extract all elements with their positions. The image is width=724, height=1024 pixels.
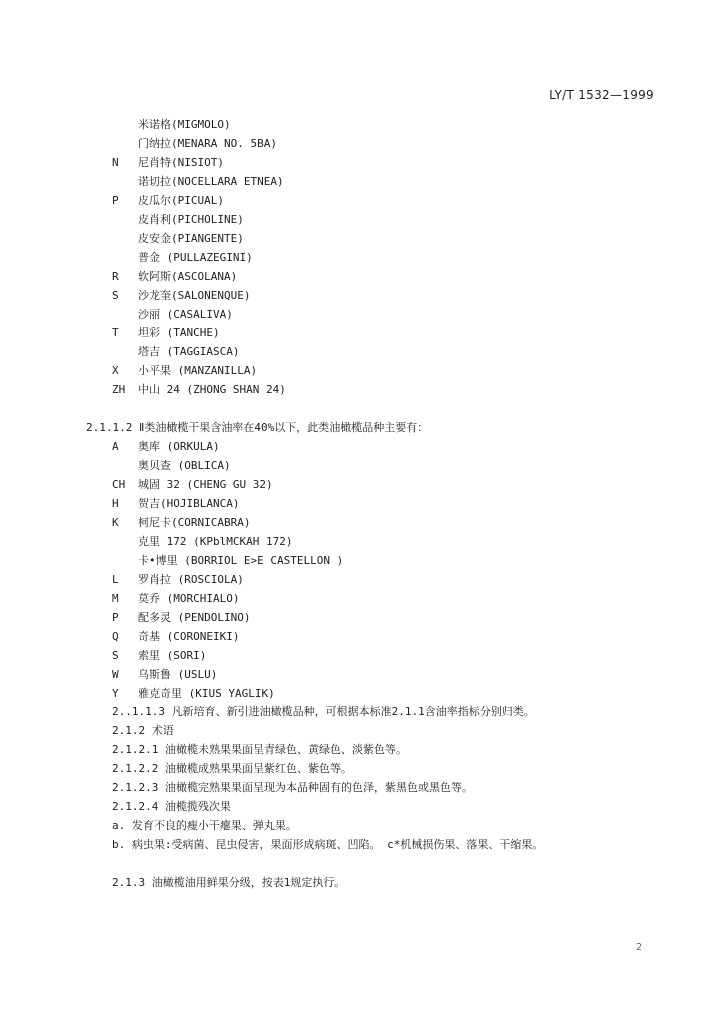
letter-index: K: [112, 515, 119, 529]
clause-line: 2.1.2.3 油橄榄完熟果果面呈现为本品种固有的色泽，紫黑色或黑色等。: [112, 781, 473, 795]
clause-line: 2.1.2.1 油橄榄未熟果果面呈青绿色、黄绿色、淡紫色等。: [112, 743, 407, 757]
letter-index: H: [112, 497, 119, 510]
clause-line: a. 发育不良的瘦小干瘪果、弹丸果。: [112, 819, 297, 833]
variety-entry: 莫乔 (MORCHIALO): [138, 591, 240, 605]
clause-line: 2.1.2.4 油榄揽残次果: [112, 800, 231, 814]
variety-entry: 卡•博里 (BORRIOL E>E CASTELLON ): [138, 553, 344, 567]
letter-index: Q: [112, 629, 119, 643]
letter-index: S: [112, 648, 119, 662]
variety-entry: 奥库 (ORKULA): [138, 440, 220, 454]
variety-entry: 皮安金(PIANGENTE): [138, 231, 244, 245]
variety-entry: 柯尼卡(CORNICABRA): [138, 515, 251, 529]
letter-index: P: [112, 193, 119, 207]
letter-index: W: [112, 667, 119, 681]
clause-line: 2.1.1.2 Ⅱ类油橄榄干果含油率在40%以下，此类油橄榄品种主要有：: [86, 421, 429, 435]
variety-entry: 尼肖特(NISIOT): [138, 155, 224, 169]
variety-entry: 小平果 (MANZANILLA): [138, 364, 258, 378]
variety-entry: 城固 32 (CHENG GU 32): [138, 478, 273, 492]
clause-line: 2..1.1.3 凡新培育、新引进油橄榄品种，可根据本标准2.1.1含油率指标分别归类。: [112, 705, 535, 719]
variety-entry: 沙龙奎(SALONENQUE): [138, 288, 251, 302]
variety-entry: 贺吉(HOJIBLANCA): [138, 497, 240, 510]
variety-entry: 坦彩 (TANCHE): [138, 326, 220, 340]
variety-entry: 中山 24 (ZHONG SHAN 24): [138, 383, 286, 397]
variety-entry: 皮瓜尔(PICUAL): [138, 193, 224, 207]
clause-line: 2.1.2.2 油橄榄成熟果果面呈紫红色、紫色等。: [112, 762, 352, 776]
letter-index: X: [112, 364, 119, 378]
variety-entry: 罗肖拉 (ROSCIOLA): [138, 572, 244, 586]
variety-entry: 配多灵 (PENDOLINO): [138, 610, 251, 624]
clause-line: 2.1.3 油橄榄油用鲜果分级，按表1规定执行。: [112, 876, 346, 889]
variety-entry: 普金 (PULLAZEGINI): [138, 250, 253, 264]
page-number: 2: [636, 942, 643, 953]
variety-entry: 乌斯鲁 (USLU): [138, 667, 218, 681]
variety-entry: 诺切拉(NOCELLARA ETNEA): [138, 174, 284, 188]
letter-index: ZH: [112, 383, 126, 397]
letter-index: T: [112, 326, 119, 340]
variety-entry: 奥贝查 (OBLICA): [138, 459, 231, 473]
letter-index: Y: [112, 686, 119, 700]
standard-number: LY/T 1532—1999: [549, 88, 654, 102]
clause-line: 2.1.2 术语: [112, 724, 174, 738]
variety-entry: 门纳拉(MENARA NO. 5BA): [138, 136, 277, 150]
variety-entry: 软阿斯(ASCOLANA): [138, 269, 238, 283]
variety-entry: 索里 (SORI): [138, 648, 207, 662]
variety-entry: 克里 172 (KPblMCKAH 172): [138, 534, 293, 548]
variety-entry: 塔吉 (TAGGIASCA): [138, 345, 240, 359]
clause-line: b. 病虫果:受病菌、昆虫侵害，果面形成病斑、凹陷。 c*机械损伤果、落果、干缩果。: [112, 838, 544, 852]
letter-index: M: [112, 591, 119, 605]
variety-entry: 米诺格(MIGMOLO): [138, 118, 231, 131]
letter-index: L: [112, 572, 119, 586]
variety-entry: 雅克奇里 (KIUS YAGLIK): [138, 686, 275, 700]
letter-index: CH: [112, 478, 126, 492]
letter-index: R: [112, 269, 119, 283]
variety-entry: 沙丽 (CASALIVA): [138, 307, 233, 321]
letter-index: P: [112, 610, 119, 624]
letter-index: S: [112, 288, 119, 302]
variety-entry: 皮肖利(PICHOLINE): [138, 212, 244, 226]
letter-index: A: [112, 440, 119, 454]
letter-index: N: [112, 155, 119, 169]
variety-entry: 奇基 (CORONEIKI): [138, 629, 240, 643]
